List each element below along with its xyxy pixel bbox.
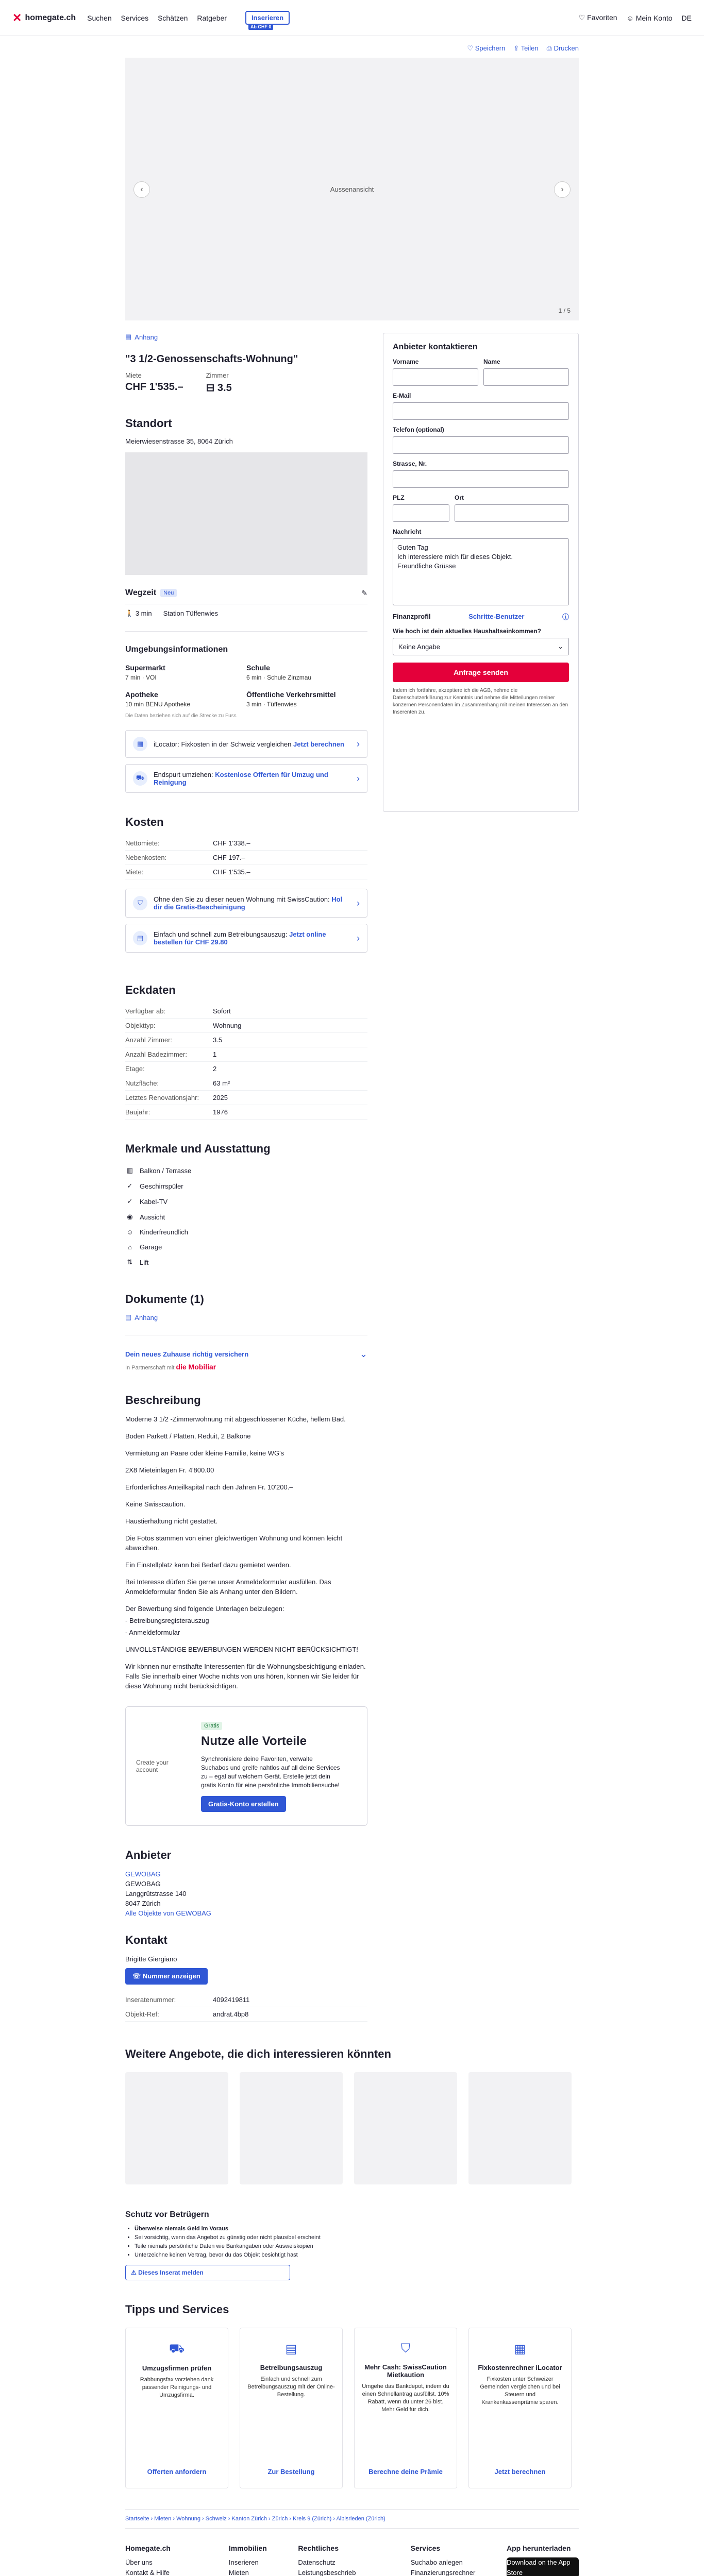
feature-item: ⌂ Garage <box>125 1240 367 1255</box>
print-button[interactable]: ⎙ Drucken <box>546 44 579 52</box>
income-select[interactable]: Keine Angabe ⌄ <box>393 638 569 655</box>
edit-icon[interactable]: ✎ <box>361 588 367 597</box>
env-item: Apotheke 10 min BENU Apotheke <box>125 690 191 708</box>
language-select[interactable]: DE <box>681 13 692 22</box>
map[interactable] <box>125 452 367 575</box>
mobiliar-sub: In Partnerschaft mit <box>125 1365 175 1371</box>
main-nav <box>87 14 234 22</box>
safety-item: • Unterzeichne keinen Vertrag, bevor du das Objekt besichtigt hast <box>135 2251 579 2260</box>
share-button[interactable]: ⇪ Teilen <box>513 44 539 52</box>
app-store-button[interactable]: Download on the App Store <box>507 2557 579 2576</box>
nav-services[interactable]: Services <box>121 13 149 22</box>
promo-swisscaution[interactable]: ⛉ Ohne den Sie zu dieser neuen Wohnung mit SwissCaution: Hol dir die Gratis-Bescheinigung › <box>125 889 367 918</box>
ref-row: Objekt-Ref: andrat.4bp8 <box>125 2007 367 2022</box>
listing-actions <box>125 36 579 58</box>
chevron-right-icon: › <box>357 897 360 908</box>
gallery-counter: 1 / 5 <box>558 307 571 314</box>
lastname-input[interactable] <box>483 368 569 386</box>
dishwasher-icon: ✓ <box>127 1182 133 1190</box>
attachment-link[interactable]: ▤ Anhang <box>125 333 158 341</box>
view-icon: ◉ <box>127 1213 133 1221</box>
show-number-button[interactable]: ☏ Nummer anzeigen <box>125 1968 208 1985</box>
env-item: Schule 6 min · Schule Zinzmau <box>246 664 312 681</box>
rooms-label: Zimmer <box>206 371 229 379</box>
chevron-right-icon: › <box>357 773 360 784</box>
rent-label: Miete <box>125 371 142 379</box>
mobiliar-logo: die Mobiliar <box>176 1363 216 1371</box>
legal-text: Indem ich fortfahre, akzeptiere ich die AGB, nehme die Datenschutzerklärung zur Kenntnis und nehme die Mitteilungen meiner konzernen Personendaten im Zusammenhang mit meinen Interessen an den Inserenten zu. <box>393 688 568 715</box>
feature-item: ☺ Kinderfreundlich <box>125 1225 367 1240</box>
truck-icon: ⛟ <box>133 771 147 786</box>
image-gallery[interactable] <box>125 58 579 320</box>
mobiliar-banner[interactable]: Dein neues Zuhause richtig versichern ⌄ <box>125 1349 367 1359</box>
signup-text: Synchronisiere deine Favoriten, verwalte Suchabos und greife nahtlos auf all deine Services zu – egal auf welchem Gerät. Erstelle jetzt dein gratis Konto für eine persönliche Immobiliensuche! <box>201 1755 340 1789</box>
tip-card[interactable]: ▤ Betreibungsauszug Einfach und schnell zum Betreibungsauszug mit der Online-Bestellung. Zur Bestellung <box>240 2328 343 2488</box>
listing-card-placeholder[interactable] <box>468 2072 572 2184</box>
desc-para: Die Fotos stammen von einer gleichwertigen Wohnung und können leicht abweichen. <box>125 1534 343 1552</box>
footer-col: Homegate.ch Über uns Kontakt & Hilfe <box>125 2544 171 2576</box>
city-input[interactable] <box>455 504 569 522</box>
safety-title: Schutz vor Betrügern <box>125 2210 209 2219</box>
rooms-value: ⊟ 3.5 <box>206 382 232 394</box>
breadcrumb-item[interactable]: Wohnung <box>176 2516 200 2522</box>
cost-row: Nebenkosten: CHF 197.– <box>125 851 367 865</box>
logo-icon: ✕ <box>12 11 22 24</box>
tip-card[interactable]: ⛟ Umzugsfirmen prüfen Rabbungsfax vorziehen dank passender Reinigungs- und Umzugsfirma. Offerten anfordern <box>125 2328 228 2488</box>
detail-row: Anzahl Badezimmer: 1 <box>125 1047 367 1062</box>
message-textarea[interactable]: Guten Tag Ich interessiere mich für dieses Objekt. Freundliche Grüsse <box>393 538 569 605</box>
form-title: Anbieter kontaktieren <box>393 343 478 351</box>
wegzeit-title: Wegzeit <box>125 588 157 597</box>
breadcrumb-item[interactable]: Schweiz <box>205 2516 227 2522</box>
provider-all-link[interactable]: Alle Objekte von GEWOBAG <box>125 1909 211 1917</box>
breadcrumb-item[interactable]: Kanton Zürich <box>231 2516 267 2522</box>
insert-button[interactable]: Inserieren Ab CHF 0 <box>245 11 290 25</box>
report-button[interactable]: ⚠ Dieses Inserat melden <box>125 2265 290 2280</box>
shield-icon: ⛉ <box>401 2342 410 2355</box>
detail-row: Objekttyp: Wohnung <box>125 1019 367 1033</box>
wegzeit-row <box>125 604 367 618</box>
truck-icon: ⛟ <box>169 2342 185 2355</box>
chevron-right-icon: › <box>357 933 360 943</box>
new-badge: Neu <box>160 589 177 597</box>
bed-icon: ⊟ <box>206 382 215 394</box>
env-item: Supermarkt 7 min · VOI <box>125 664 165 681</box>
contact-name: Brigitte Giergiano <box>125 1955 177 1963</box>
email-input[interactable] <box>393 402 569 420</box>
chevron-right-icon: › <box>357 738 360 749</box>
costs-title: Kosten <box>125 816 164 828</box>
phone-input[interactable] <box>393 436 569 454</box>
save-button[interactable]: ♡ Speichern <box>467 44 506 52</box>
provider-name: GEWOBAG <box>125 1880 161 1888</box>
location-title: Standort <box>125 417 172 430</box>
feature-item: ▥ Balkon / Terrasse <box>125 1163 367 1178</box>
chevron-down-icon: ⌄ <box>359 1349 367 1359</box>
contact-title: Kontakt <box>125 1934 167 1946</box>
safety-item: • Teile niemals persönliche Daten wie Bankangaben oder Ausweiskopien <box>135 2242 579 2251</box>
main-content <box>125 333 367 2022</box>
desc-para: Bei Interesse dürfen Sie gerne unser Anmeldeformular ausfüllen. Das Anmeldeformular finden Sie als Anhang unter den Bildern. <box>125 1578 331 1596</box>
provider-title: Anbieter <box>125 1849 172 1861</box>
breadcrumb-item[interactable]: Startseite <box>125 2516 149 2522</box>
footer-col: Immobilien Inserieren Mieten <box>228 2544 267 2576</box>
desc-para: Haustierhaltung nicht gestattet. <box>125 1517 218 1525</box>
document-icon: ▤ <box>125 333 132 341</box>
nav-ratgeber[interactable]: Ratgeber <box>197 13 227 22</box>
tip-card[interactable]: ⛉ Mehr Cash: SwissCaution Mietkaution Umgehe das Bankdepot, indem du einen Schnellantrag ausfüllst. 10% Rabatt, wenn du unter 26 bist. Mehr Geld für dich. Berechne deine Prämie <box>354 2328 457 2488</box>
document-icon: ▤ <box>125 1313 132 1321</box>
ref-row: Inseratenummer: 4092419811 <box>125 1993 367 2007</box>
breadcrumb-item[interactable]: Mieten <box>154 2516 172 2522</box>
desc-para: - Betreibungsregisterauszug <box>125 1617 209 1624</box>
env-note: Die Daten beziehen sich auf die Strecke zu Fuss <box>125 713 237 719</box>
document-icon: ▤ <box>133 931 147 945</box>
desc-para: Moderne 3 1/2 -Zimmerwohnung mit abgeschlossener Küche, hellem Bad. <box>125 1415 346 1423</box>
gratis-badge: Gratis <box>201 1722 222 1730</box>
detail-row: Baujahr: 1976 <box>125 1105 367 1120</box>
promo-ilocator[interactable]: ▦ iLocator: Fixkosten in der Schweiz vergleichen Jetzt berechnen › <box>125 730 367 758</box>
cost-row: Nettomiete: CHF 1'338.– <box>125 836 367 851</box>
desc-para: Erforderliches Anteilkapital nach den Jahren Fr. 10'200.– <box>125 1483 293 1491</box>
signup-title: Nutze alle Vorteile <box>201 1734 307 1748</box>
docs-title: Dokumente (1) <box>125 1293 204 1306</box>
nav-suchen[interactable]: Suchen <box>87 13 112 22</box>
user-icon: ☺ <box>626 13 634 22</box>
site-header <box>0 0 704 36</box>
feature-item: ⇅ Lift <box>125 1255 367 1270</box>
env-item: Öffentliche Verkehrsmittel 3 min · Tüffenwies <box>246 690 336 708</box>
logo[interactable]: ✕ homegate.ch <box>12 11 76 24</box>
tip-card[interactable]: ▦ Fixkostenrechner iLocator Fixkosten unter Schweizer Gemeinden vergleichen und bei Steuern und Krankenkassenprämie sparen. Jetzt berechnen <box>468 2328 572 2488</box>
desc-para: Keine Swisscaution. <box>125 1500 186 1508</box>
safety-item: • Sei vorsichtig, wenn das Angebot zu günstig oder nicht plausibel erscheint <box>135 2233 579 2242</box>
cost-row: Miete: CHF 1'535.– <box>125 865 367 879</box>
send-button[interactable]: Anfrage senden <box>393 663 569 682</box>
map-icon: ▦ <box>514 2342 526 2356</box>
feature-item: ✓ Kabel-TV <box>125 1194 367 1209</box>
street-input[interactable] <box>393 470 569 488</box>
tv-icon: ✓ <box>127 1197 133 1205</box>
features-title: Merkmale und Ausstattung <box>125 1142 271 1155</box>
listing-card-placeholder[interactable] <box>354 2072 457 2184</box>
breadcrumb-item[interactable]: Zürich <box>272 2516 288 2522</box>
chevron-down-icon: ⌄ <box>558 642 563 650</box>
nav-schaetzen[interactable]: Schätzen <box>158 13 188 22</box>
provider-city: 8047 Zürich <box>125 1900 161 1907</box>
rent-value: CHF 1'535.– <box>125 381 183 393</box>
footer <box>125 2544 579 2576</box>
finance-title: Finanzprofil <box>393 613 431 620</box>
provider-logo[interactable]: GEWOBAG <box>125 1870 161 1878</box>
promo-betreibung[interactable]: ▤ Einfach und schnell zum Betreibungsauszug: Jetzt online bestellen für CHF 29.80 › <box>125 924 367 953</box>
income-question: Wie hoch ist dein aktuelles Haushaltseinkommen? <box>393 628 541 635</box>
contact-form: Anbieter kontaktieren Vorname Name E-Mail Telefon (optional) Strasse, Nr. PLZ Ort Nachricht Guten Tag Ich interessiere mich für dieses Objekt. Freundliche Grüsse Finanzprofil Schritte-Benutzer ⓘ Wie hoch ist dein aktuelles Haushaltseinkommen? Keine Angabe ⌄ Anfrage senden Indem ich fortfahre, akzeptiere ich die AGB, nehme die Datenschutzerklärung zur Kenntnis und nehme die Mitteilungen meiner konzernen Personendaten im Zusammenhang mit meinen Interessen an den Inserenten zu. <box>383 333 579 812</box>
listing-card-placeholder[interactable] <box>240 2072 343 2184</box>
provider-street: Langgrütstrasse 140 <box>125 1890 187 1897</box>
document-icon: ▤ <box>285 2342 297 2356</box>
env-title: Umgebungsinformationen <box>125 645 228 654</box>
child-icon: ☺ <box>126 1228 133 1236</box>
finance-link[interactable]: Schritte-Benutzer <box>468 613 525 620</box>
balcony-icon: ▥ <box>126 1166 133 1174</box>
lift-icon: ⇅ <box>127 1258 133 1266</box>
signup-card <box>125 1706 367 1826</box>
safety-item: • Überweise niemals Geld im Voraus <box>135 2225 579 2233</box>
desc-para: 2X8 Mieteinlagen Fr. 4'800.00 <box>125 1466 214 1474</box>
description-title: Beschreibung <box>125 1394 201 1406</box>
feature-item: ◉ Aussicht <box>125 1209 367 1225</box>
account-link[interactable]: ☺ Mein Konto <box>626 13 673 22</box>
gallery-image: Aussenansicht <box>330 185 374 193</box>
detail-row: Letztes Renovationsjahr: 2025 <box>125 1091 367 1105</box>
listing-title: "3 1/2-Genossenschafts-Wohnung" <box>125 353 298 365</box>
listing-card-placeholder[interactable] <box>125 2072 228 2184</box>
tips-title: Tipps und Services <box>125 2303 229 2316</box>
zip-input[interactable] <box>393 504 449 522</box>
details-title: Eckdaten <box>125 984 176 996</box>
promo-umzug[interactable]: ⛟ Endspurt umziehen: Kostenlose Offerten für Umzug und Reinigung › <box>125 764 367 793</box>
desc-para: Ein Einstellplatz kann bei Bedarf dazu gemietet werden. <box>125 1561 291 1569</box>
footer-col: Rechtliches Datenschutz Leistungsbeschrieb <box>298 2544 356 2576</box>
detail-row: Nutzfläche: 63 m² <box>125 1076 367 1091</box>
warning-icon: ⚠ <box>131 2269 137 2276</box>
garage-icon: ⌂ <box>128 1243 132 1251</box>
similar-title: Weitere Angebote, die dich interessieren könnten <box>125 2047 391 2060</box>
breadcrumb-item[interactable]: Kreis 9 (Zürich) <box>293 2516 332 2522</box>
gallery-prev-icon[interactable]: ‹ <box>133 181 150 198</box>
desc-para: Boden Parkett / Platten, Reduit, 2 Balkone <box>125 1432 251 1440</box>
info-icon[interactable]: ⓘ <box>562 613 569 621</box>
desc-para: - Anmeldeformular <box>125 1629 180 1636</box>
gallery-next-icon[interactable]: › <box>554 181 571 198</box>
detail-row: Etage: 2 <box>125 1062 367 1076</box>
create-account-button[interactable]: Gratis-Konto erstellen <box>201 1796 286 1812</box>
desc-para: UNVOLLSTÄNDIGE BEWERBUNGEN WERDEN NICHT BERÜCKSICHTIGT! <box>125 1646 358 1653</box>
similar-listings <box>125 2072 579 2184</box>
feature-item: ✓ Geschirrspüler <box>125 1178 367 1194</box>
detail-row: Verfügbar ab: Sofort <box>125 1004 367 1019</box>
address: Meierwiesenstrasse 35, 8064 Zürich <box>125 437 233 445</box>
favorites-link[interactable]: ♡ Favoriten <box>578 13 617 22</box>
signup-image: Create your account <box>136 1759 169 1773</box>
document-link[interactable]: ▤ Anhang <box>125 1313 158 1321</box>
desc-para: Der Bewerbung sind folgende Unterlagen beizulegen: <box>125 1605 284 1613</box>
desc-para: Wir können nur ernsthafte Interessenten für die Wohnungsbesichtigung einladen. Falls Sie innerhalb einer Woche nichts von uns hören, können wir Sie leider für diese Wohnung nicht berücksichtigen. <box>125 1663 366 1690</box>
footer-col: App herunterladen Download on the App Store <box>507 2544 579 2576</box>
insert-badge: Ab CHF 0 <box>248 24 274 30</box>
desc-para: Vermietung an Paare oder kleine Familie, keine WG's <box>125 1449 284 1457</box>
station: Station Tüffenwies <box>163 609 219 617</box>
walk-icon: 🚶 3 min <box>125 609 152 617</box>
breadcrumb: Startseite › Mieten › Wohnung › Schweiz › Kanton Zürich › Zürich › Kreis 9 (Zürich) › Albisrieden (Zürich) <box>125 2509 579 2529</box>
firstname-input[interactable] <box>393 368 478 386</box>
breadcrumb-item[interactable]: Albisrieden (Zürich) <box>336 2516 385 2522</box>
calculator-icon: ▦ <box>133 737 147 751</box>
detail-row: Anzahl Zimmer: 3.5 <box>125 1033 367 1047</box>
footer-col: Services Suchabo anlegen Finanzierungsrechner <box>410 2544 476 2576</box>
shield-icon: ⛉ <box>133 896 147 910</box>
heart-icon: ♡ <box>578 13 585 22</box>
